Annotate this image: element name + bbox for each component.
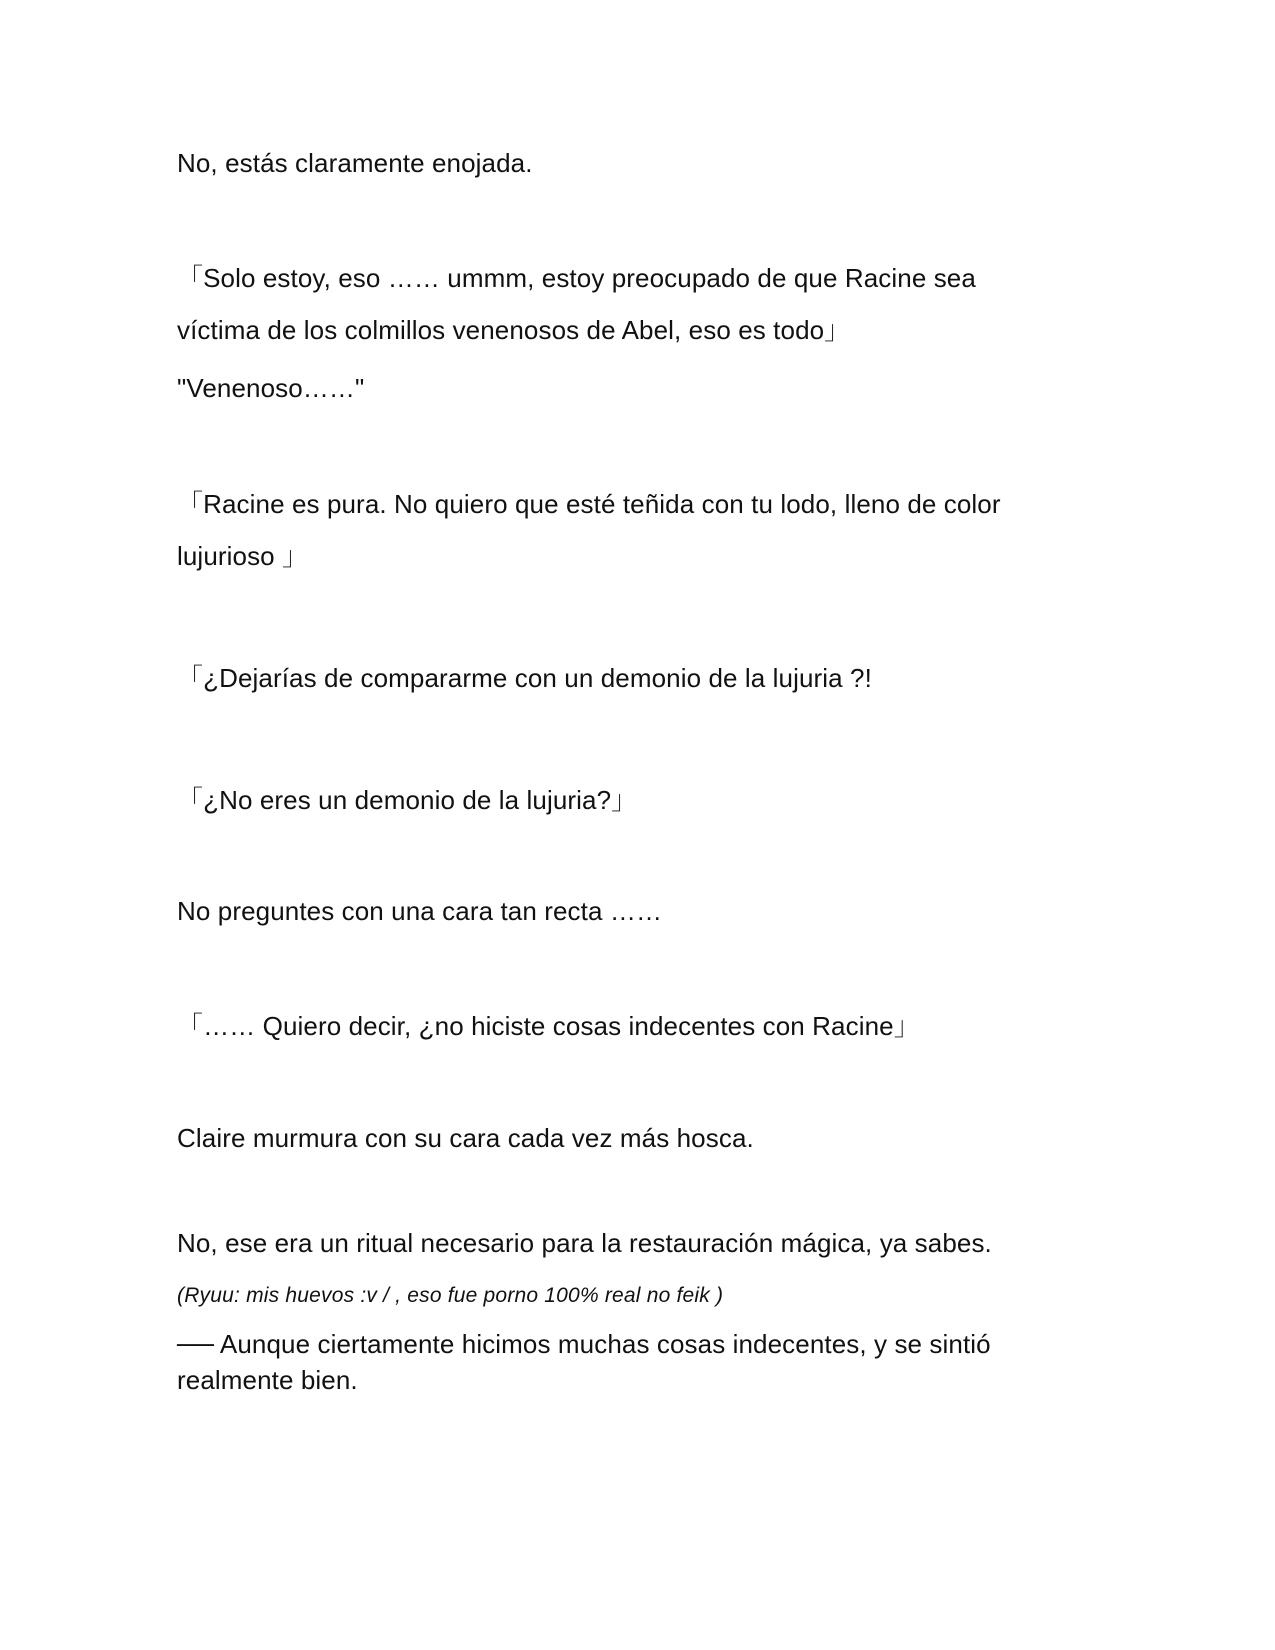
- narration-line-15: realmente bien.: [177, 1365, 358, 1395]
- dialogue-line-8: 「¿No eres un demonio de la lujuria?」: [177, 785, 638, 815]
- dialogue-line-6: lujurioso 」: [177, 541, 309, 571]
- dialogue-line-2: 「Solo estoy, eso …… ummm, estoy preocupado de que Racine sea: [177, 263, 976, 293]
- narration-line-9: No preguntes con una cara tan recta ……: [177, 896, 663, 926]
- dialogue-line-4: "Venenoso……": [177, 373, 365, 403]
- narration-line-14: ── Aunque ciertamente hicimos muchas cosas indecentes, y se sintió: [177, 1329, 991, 1359]
- narration-line-1: No, estás claramente enojada.: [177, 148, 533, 178]
- dialogue-line-5: 「Racine es pura. No quiero que esté teñida con tu lodo, lleno de color: [177, 489, 1001, 519]
- dialogue-line-3: víctima de los colmillos venenosos de Abel, eso es todo」: [177, 315, 851, 345]
- translator-note: (Ryuu: mis huevos :v / , eso fue porno 100% real no feik ): [177, 1284, 724, 1307]
- narration-line-12: No, ese era un ritual necesario para la restauración mágica, ya sabes.: [177, 1228, 992, 1258]
- dialogue-line-7: 「¿Dejarías de compararme con un demonio de la lujuria ?!: [177, 663, 872, 693]
- dialogue-line-10: 「…… Quiero decir, ¿no hiciste cosas indecentes con Racine」: [177, 1011, 920, 1041]
- narration-line-11: Claire murmura con su cara cada vez más hosca.: [177, 1123, 754, 1153]
